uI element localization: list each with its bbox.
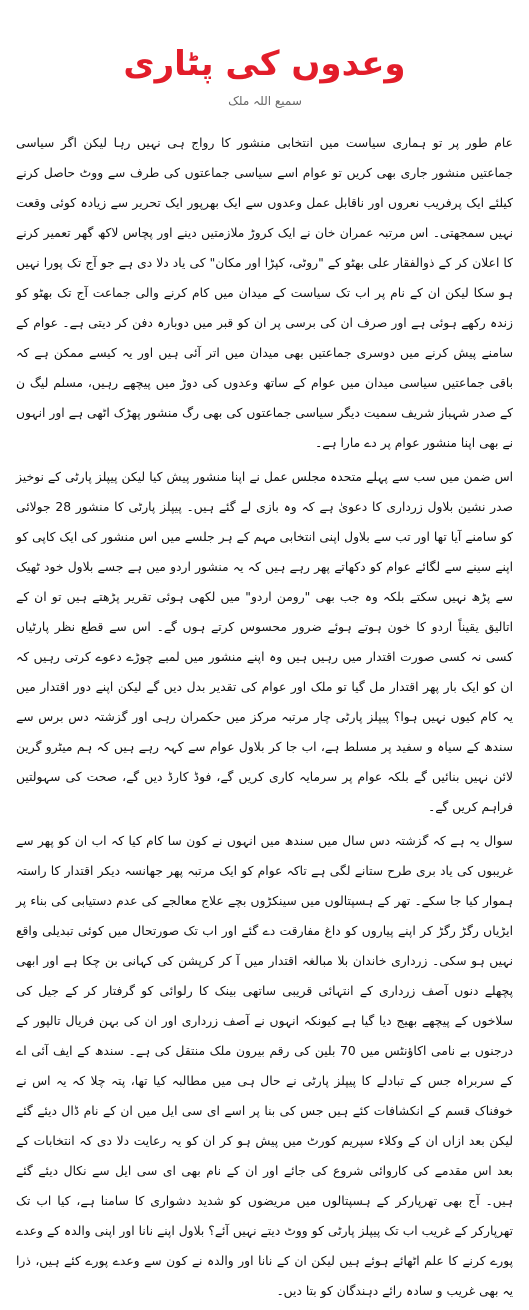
paragraph-1: عام طور پر تو ہماری سیاست میں انتخابی منشور کا رواج ہی نہیں رہا لیکن اگر سیاسی جماعتیں منشور جاری بھی کریں تو عوام اسے سیاسی جماعتوں کی طرف سے ووٹ حاصل کرنے کیلئے ایک پرفریب نعروں اور ناقابل عمل وعدوں سے ایک بھرپور ایک تحریر سے زیادہ کوئی وقعت نہیں سمجھتی۔ اس مرتبہ عمران خان نے ایک کروڑ ملازمتیں دینے اور پچاس لاکھ گھر تعمیر کرنے کا اعلان کر کے ذوالفقار علی بھٹو کے "روٹی، کپڑا اور مکان" کی یاد دلا دی ہے جو آج تک پورا نہیں ہو سکا لیکن ان کے نام پر اب تک سیاست کے میدان میں کام کرنے والی جماعت آج تک بھٹو کو زندہ رکھے ہوئی ہے اور صرف ان کی برسی پر ان کو قبر میں دوبارہ دفن کر دیتی ہے۔ عوام کے سامنے پیش کرنے میں دوسری جماعتیں بھی میدان میں اتر آئی ہیں اور یہ کیسے ممکن ہے کہ باقی جماعتیں سیاسی میدان میں عوام کے ساتھ وعدوں کی دوڑ میں پیچھے رہیں، مسلم لیگ ن کے صدر شہباز شریف سمیت دیگر سیاسی جماعتوں کی بھی رگ منشور پھڑک اٹھی ہے اور انہوں نے بھی اپنا منشور عوام پر دے مارا ہے۔ — [16, 136, 513, 450]
author-name: سمیع اللہ ملک — [228, 94, 302, 108]
paragraph-2: اس ضمن میں سب سے پہلے متحدہ مجلس عمل نے اپنا منشور پیش کیا لیکن پیپلز پارٹی کے نوخیز صدر نشین بلاول زرداری کا دعویٰ ہے کہ وہ بازی لے گئے ہیں۔ پیپلز پارٹی کا منشور 28 جولائی کو سامنے آیا تھا اور تب سے بلاول اپنی انتخابی مہم کے ہر جلسے میں اس منشور کی ایک کاپی کو اپنے سینے سے لگائے عوام کو دکھاتے پھر رہے ہیں کہ یہ منشور اردو میں ہے جسے بلاول خود ٹھیک سے پڑھ نہیں سکتے بلکہ وہ جب بھی "رومن اردو" میں لکھی ہوئی تقریر پڑھتے ہیں تو ان کے اتالیق یقیناً اردو کا خون ہوتے ہوئے ضرور محسوس کرتے ہوں گے۔ اس سے قطع نظر پارٹیاں کسی نہ کسی صورت اقتدار میں رہیں ہیں وہ اپنے منشور میں لمبے چوڑے دعوے کرتی رہیں کہ ان کو ایک بار پھر اقتدار مل گیا تو ملک اور عوام کی تقدیر بدل دیں گے لیکن اپنے دور اقتدار میں یہ کام کیوں نہیں ہوا؟ پیپلز پارٹی چار مرتبہ مرکز میں حکمران رہی اور گزشتہ دس برس سے سندھ کے سیاہ و سفید پر مسلط ہے، اب جا کر بلاول عوام سے کہہ رہے ہیں کہ ہم میٹرو گرین لائن نہیں بنائیں گے بلکہ عوام پر سرمایہ کاری کریں گے، فوڈ کارڈ دیں گے، صحت کی سہولتیں فراہم کریں گے۔ — [16, 470, 513, 814]
article-body — [16, 128, 513, 1310]
article-title: وعدوں کی پٹاری — [123, 44, 406, 84]
paragraph-3: سوال یہ ہے کہ گزشتہ دس سال میں سندھ میں انہوں نے کون سا کام کیا کہ اب ان کو پھر سے غریبوں کی یاد بری طرح ستانے لگی ہے تاکہ عوام کو ایک مرتبہ پھر جھانسہ دیکر اقتدار کا راستہ ہموار کیا جا سکے۔ تھر کے ہسپتالوں میں سینکڑوں بچے علاج معالجے کی عدم دستیابی کی بناء پر ایڑیاں رگڑ رگڑ کر اپنے پیاروں کو داغ مفارقت دے گئے اور اب تک صورتحال میں کوئی تبدیلی واقع نہیں ہو سکی۔ زرداری خاندان بلا مبالغہ اقتدار میں آ کر کرپشن کی کہانی بن چکا ہے اور ابھی پچھلے دنوں آصف زرداری کے انتہائی قریبی ساتھی بینک کا رلوائی کو گرفتار کر کے جیل کی سلاخوں کے پیچھے بھیج دیا گیا ہے کیونکہ انہوں نے آصف زرداری اور ان کی بہن فریال تالپور کے درجنوں بے نامی اکاؤنٹس میں 70 بلین کی رقم بیرون ملک منتقل کی ہے۔ سندھ کے ایف آئی اے کے سربراہ جس کے تبادلے کا پیپلز پارٹی نے حال ہی میں مطالبہ کیا تھا، پتہ چلا کہ یہ اس نے خوفناک قسم کے انکشافات کئے ہیں جس کی بنا پر اسے ای سی ایل میں ان کے نام ڈال دیئے گئے لیکن بعد ازاں ان کے وکلاء سپریم کورٹ میں پیش ہو کر ان کو یہ رعایت دلا دی کہ انتخابات کے بعد اس مقدمے کی کاروائی شروع کی جائے اور ان کے نام بھی ای سی ایل سے نکال دیئے گئے ہیں۔ آج بھی تھرپارکر کے ہسپتالوں میں مریضوں کو شدید دشواری کا سامنا ہے، کیا اب تک تھرپارکر کے غریب اب تک پیپلز پارٹی کو ووٹ دیتے نہیں آئے؟ بلاول اپنے نانا اور اپنی والدہ کے وعدے پورے کرنے کا علم اٹھائے ہوئے ہیں لیکن ان کے نانا اور والدہ نے کون سے وعدے پورے کئے ہیں، ذرا یہ بھی غریب و سادہ رائے دہندگان کو بتا دیں۔ — [16, 834, 513, 1298]
